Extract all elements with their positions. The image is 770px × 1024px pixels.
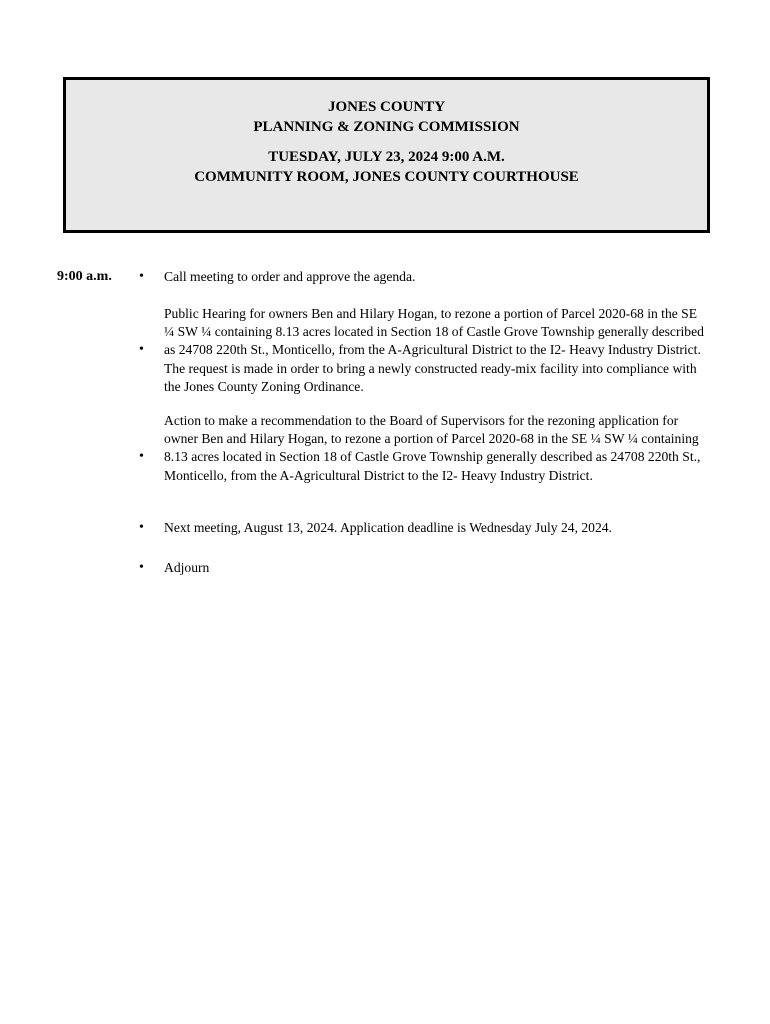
bullet: • (139, 449, 144, 464)
agenda-item-text: Next meeting, August 13, 2024. Application deadline is Wednesday July 24, 2024. (164, 520, 612, 535)
bullet: • (139, 560, 144, 575)
agenda-item-text: Action to make a recommendation to the Board of Supervisors for the rezoning application for owner Ben and Hilary Hogan, to rezone a portion of Parcel 2020-68 in the SE ¼ SW ¼ containing 8.13 acres located in Section 18 of Castle Grove Township generally described as 24708 220th St., Monticello, from the A-Agricultural District to the I2- Heavy Industry District. (164, 413, 701, 483)
meeting-location: COMMUNITY ROOM, JONES COUNTY COURTHOUSE (194, 169, 579, 185)
bullet: • (139, 342, 144, 357)
agenda-item-text: Public Hearing for owners Ben and Hilary Hogan, to rezone a portion of Parcel 2020-68 in the SE ¼ SW ¼ containing 8.13 acres located in Section 18 of Castle Grove Township generally described as 24708 220th St., Monticello, from the A-Agricultural District to the I2- Heavy Industry District. The request is made in order to bring a newly constructed ready-mix facility into compliance with the Jones County Zoning Ordinance. (164, 306, 704, 394)
commission-title (66, 97, 707, 137)
agenda-item-text: Call meeting to order and approve the agenda. (164, 269, 416, 284)
agenda-time: 9:00 a.m. (57, 269, 112, 284)
county-name: JONES COUNTY (327, 99, 446, 115)
meeting-date-time: TUESDAY, JULY 23, 2024 9:00 A.M. (268, 149, 505, 165)
meeting-header (63, 77, 710, 233)
bullet: • (139, 520, 144, 535)
bullet: • (139, 269, 144, 284)
agenda-item-text: Adjourn (164, 560, 210, 575)
commission-name: PLANNING & ZONING COMMISSION (253, 119, 520, 135)
meeting-details (66, 147, 707, 187)
